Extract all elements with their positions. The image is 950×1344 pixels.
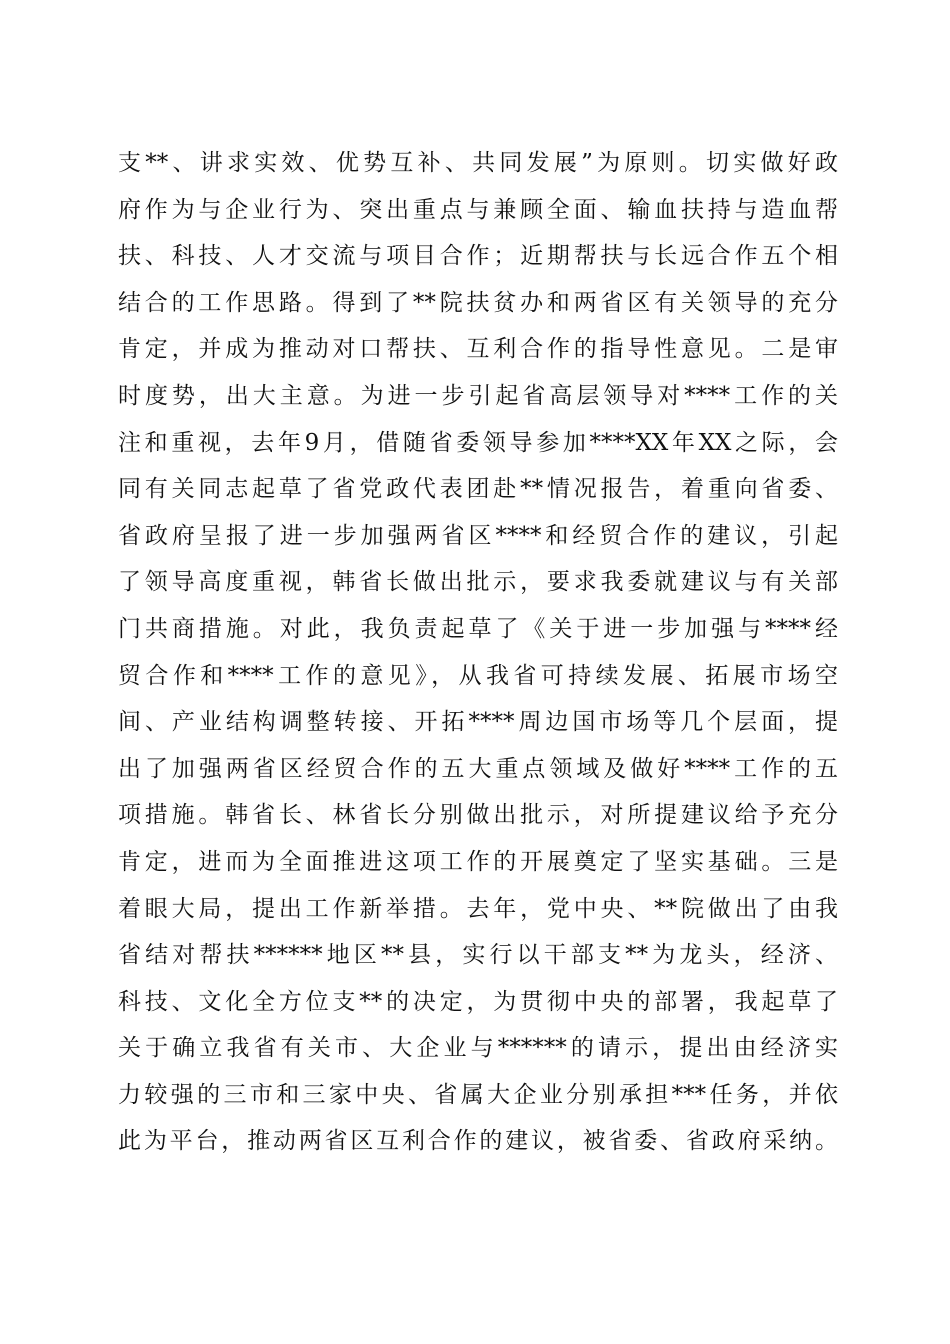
body-paragraph (118, 140, 838, 1165)
text-line: 支**、讲求实效、优势互补、共同发展”为原则。切实做好政 (118, 150, 838, 176)
text-line: 肯定，进而为全面推进这项工作的开展奠定了坚实基础。三是 (118, 848, 838, 875)
text-line: 时度势，出大主意。为进一步引起省高层领导对****工作的关 (118, 382, 838, 409)
text-line: 贸合作和****工作的意见》，从我省可持续发展、拓展市场空 (118, 662, 838, 689)
text-line: 省结对帮扶******地区**县，实行以干部支**为龙头，经济、 (118, 942, 838, 969)
text-line: 项措施。韩省长、林省长分别做出批示，对所提建议给予充分 (118, 802, 838, 829)
text-line: 府作为与企业行为、突出重点与兼顾全面、输血扶持与造血帮 (118, 196, 838, 223)
text-line: 了领导高度重视，韩省长做出批示，要求我委就建议与有关部 (118, 569, 838, 596)
text-line: 着眼大局，提出工作新举措。去年，党中央、**院做出了由我 (118, 895, 838, 922)
text-line: 出了加强两省区经贸合作的五大重点领域及做好****工作的五 (118, 755, 838, 782)
text-line: 结合的工作思路。得到了**院扶贫办和两省区有关领导的充分 (118, 289, 838, 316)
text-line: 关于确立我省有关市、大企业与******的请示，提出由经济实 (118, 1035, 838, 1062)
text-line: 注和重视，去年9月，借随省委领导参加****XX年XX之际，会 (118, 429, 838, 456)
text-line: 肯定，并成为推动对口帮扶、互利合作的指导性意见。二是审 (118, 336, 838, 363)
text-line: 此为平台，推动两省区互利合作的建议，被省委、省政府采纳。 (118, 1128, 838, 1155)
text-line: 同有关同志起草了省党政代表团赴**情况报告，着重向省委、 (118, 476, 838, 503)
text-line: 省政府呈报了进一步加强两省区****和经贸合作的建议，引起 (118, 522, 838, 549)
text-line: 间、产业结构调整转接、开拓****周边国市场等几个层面，提 (118, 709, 838, 736)
text-line: 科技、文化全方位支**的决定，为贯彻中央的部署，我起草了 (118, 988, 838, 1015)
text-line: 扶、科技、人才交流与项目合作；近期帮扶与长远合作五个相 (118, 243, 838, 270)
text-line: 力较强的三市和三家中央、省属大企业分别承担***任务，并依 (118, 1081, 838, 1108)
text-line: 门共商措施。对此，我负责起草了《关于进一步加强与****经 (118, 615, 838, 642)
